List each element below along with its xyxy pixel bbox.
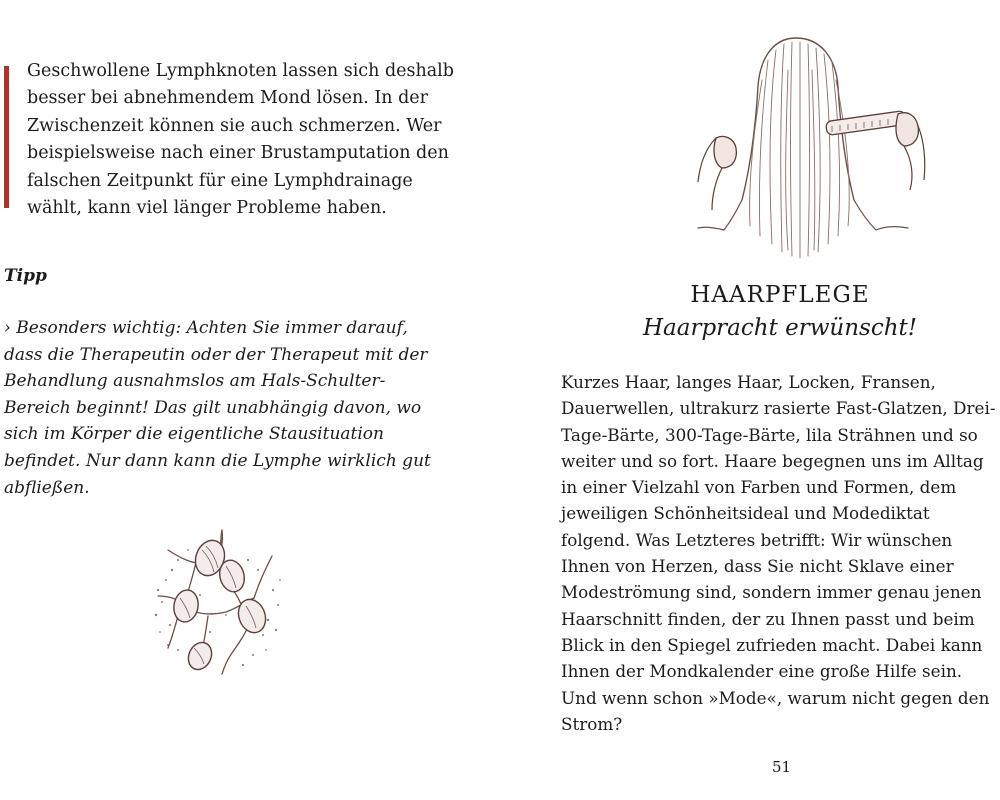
page-number: 51 bbox=[772, 758, 792, 776]
body-text: Kurzes Haar, langes Haar, Locken, Fransen, Dauerwellen, ultrakurz rasierte Fast-Glatzen, Drei-Tage-Bärte, 300-Tage-Bärte, lila Strähnen und so weiter und so fort. Haare begegnen uns im Alltag in einer Vielzahl von Farben und Formen, dem jeweiligen Schönheitsideal und Modediktat folgend. Was Letzteres betrifft: Wir wünschen Ihnen von Herzen, dass Sie nicht Sklave einer Modeströmung sind, sondern immer genau jenen Haarschnitt finden, der zu Ihnen passt und beim Blick in den Spiegel zufrieden macht. Dabei kann Ihnen der Mondkalender eine große Hilfe sein. Und wenn schon »Mode«, warum nicht gegen den Strom? bbox=[561, 372, 996, 734]
section-subtitle: Haarpracht erwünscht! bbox=[642, 315, 918, 341]
section-title: HAARPFLEGE bbox=[690, 282, 870, 308]
tip-text: › Besonders wichtig: Achten Sie immer darauf, dass die Therapeutin oder der Therapeut mit der Behandlung ausnahmslos am Hals-Schulter-Bereich beginnt! Das gilt unabhängig davon, wo sich im Körper die eigentliche Stausituation befindet. Nur dann kann die Lymphe wirklich gut abfließen. bbox=[4, 318, 431, 498]
hair-brushing-illustration bbox=[676, 30, 926, 260]
tip-heading: Tipp bbox=[4, 266, 47, 286]
lymph-nodes-illustration bbox=[148, 520, 288, 675]
right-page bbox=[500, 0, 1000, 800]
quote-accent-bar bbox=[4, 66, 9, 208]
quote-text: Geschwollene Lymphknoten lassen sich deshalb besser bei abnehmendem Mond lösen. In der Zwischenzeit können sie auch schmerzen. Wer beispielsweise nach einer Brustamputation den falschen Zeitpunkt für eine Lymphdrainage wählt, kann viel länger Probleme haben. bbox=[27, 61, 454, 219]
